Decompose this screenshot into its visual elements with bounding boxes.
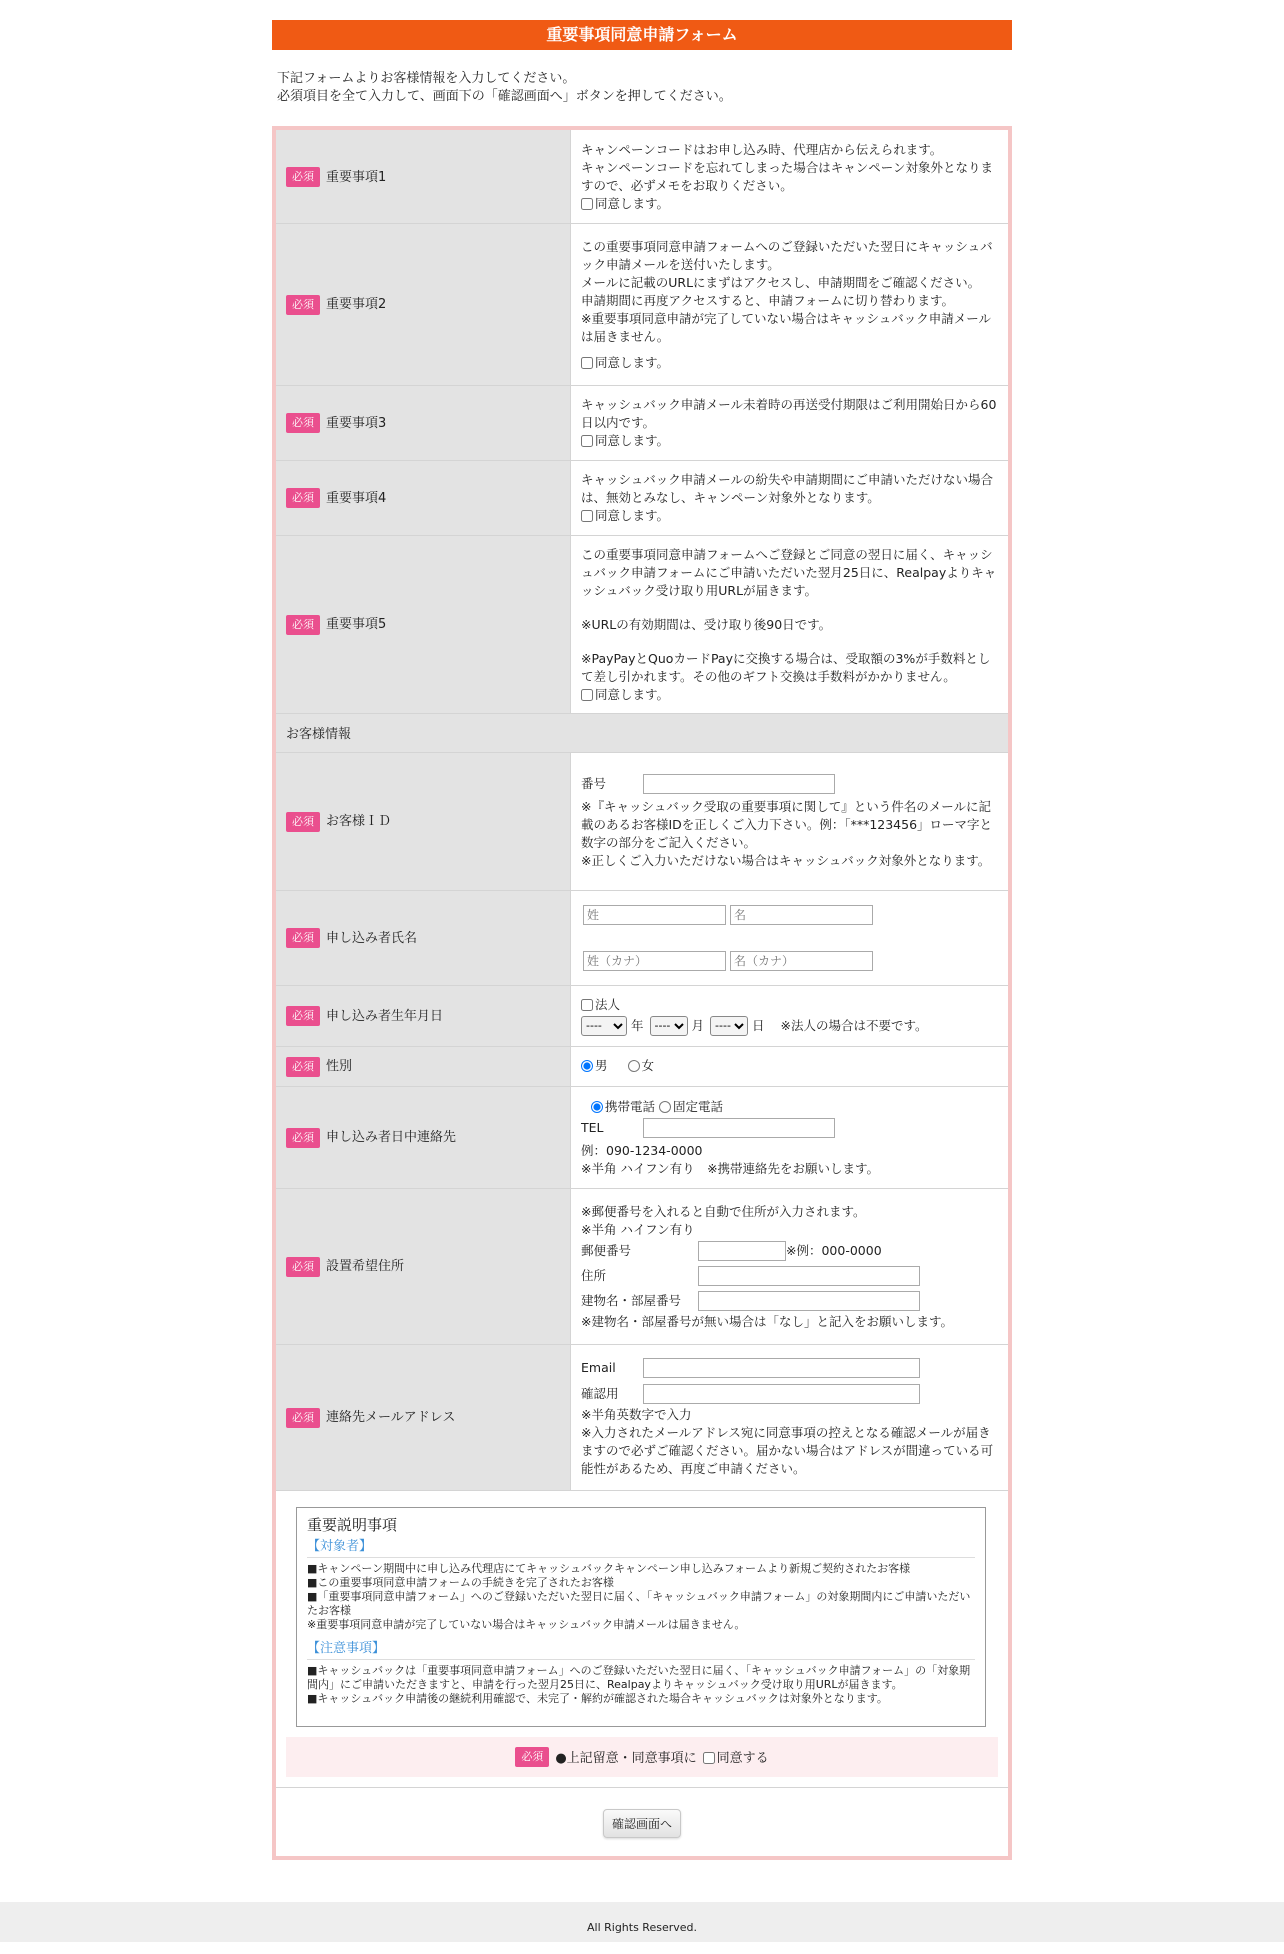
email-note1: ※半角英数字で入力 (581, 1406, 692, 1422)
phone-landline-radio[interactable] (659, 1101, 671, 1113)
target-heading: 【対象者】 (307, 1540, 975, 1558)
content-applicant-name (571, 890, 1009, 985)
item1-agree[interactable] (581, 196, 669, 211)
item5-agree[interactable] (581, 687, 669, 702)
row-item3 (276, 385, 1008, 460)
birth-year-select[interactable] (581, 1016, 627, 1036)
email-confirm-input[interactable] (643, 1384, 920, 1404)
corporate-label: 法人 (595, 996, 621, 1012)
item5-text2: ※URLの有効期間は、受け取り後90日です。 (581, 616, 832, 632)
item3-text1: キャッシュバック申請メール未着時の再送受付期限はご利用開始日から60日以内です。 (581, 397, 997, 430)
required-badge: 必須 (286, 928, 320, 948)
label-gender (276, 1046, 571, 1086)
gender-female-label: 女 (641, 1058, 655, 1073)
content-birthdate (571, 985, 1009, 1046)
building-input[interactable] (698, 1291, 920, 1311)
item2-agree[interactable] (581, 355, 669, 370)
required-badge: 必須 (286, 615, 320, 635)
customer-id-input[interactable] (643, 774, 835, 794)
address-field-label: 住所 (581, 1267, 607, 1283)
final-agree-checkbox[interactable] (703, 1752, 715, 1764)
address-input[interactable] (698, 1266, 920, 1286)
postal-label: 郵便番号 (581, 1242, 632, 1258)
agree-label: 同意します。 (595, 195, 670, 211)
row-phone (276, 1086, 1008, 1188)
address-note2: ※半角 ハイフン有り (581, 1221, 695, 1237)
label-text: 申し込み者氏名 (326, 930, 418, 946)
caution-line-2: ■キャッシュバック申請後の継続利用確認で、未完了・解約が確認された場合キャッシュバックは対象外となります。 (307, 1691, 888, 1705)
explanation-box[interactable] (296, 1507, 986, 1727)
agree-label: 同意します。 (595, 686, 670, 702)
day-label: 日 (752, 1017, 765, 1033)
item5-agree-checkbox[interactable] (581, 689, 593, 701)
phone-mobile-label: 携帯電話 (605, 1098, 656, 1114)
caution-heading: 【注意事項】 (307, 1642, 975, 1660)
birth-day-select[interactable] (710, 1016, 748, 1036)
label-text: 重要事項5 (326, 617, 387, 633)
row-item1 (276, 130, 1008, 223)
content-email (571, 1344, 1009, 1490)
tel-label: TEL (581, 1119, 604, 1135)
email-note2: ※入力されたメールアドレス宛に同意事項の控えとなる確認メールが届きますので必ずご確認ください。届かない場合はアドレスが間違っている可能性があるため、再度ご申請ください。 (581, 1424, 994, 1476)
form-wrapper (272, 20, 1012, 1831)
phone-mobile-radio[interactable] (591, 1101, 603, 1113)
phone-mobile-option[interactable] (591, 1099, 655, 1114)
corporate-checkbox[interactable] (581, 999, 593, 1011)
email-field-label: Email (581, 1359, 616, 1375)
month-label: 月 (691, 1017, 705, 1033)
label-email (276, 1344, 571, 1490)
phone-example: 例：090-1234-0000 (581, 1142, 703, 1158)
required-badge: 必須 (286, 1257, 320, 1277)
gender-male-option[interactable] (581, 1058, 608, 1073)
label-text: 重要事項1 (326, 169, 387, 185)
item1-text2: キャンペーンコードを忘れてしまった場合はキャンペーン対象外となりますので、必ずメモをお取りください。 (581, 159, 994, 193)
gender-female-option[interactable] (628, 1058, 655, 1073)
explanation-title: 重要説明事項 (307, 1515, 398, 1534)
first-name-kana-input[interactable] (730, 951, 873, 971)
caution-line-1: ■キャッシュバックは「重要事項同意申請フォーム」へのご登録いただいた翌日に届く、「キャッシュバック申請フォーム」の「対象期間内」にご申請いただきますと、申請を行った翌月25日に、Realpayよりキャッシュバック受け取り用URLが届きます。 (307, 1663, 971, 1691)
phone-landline-label: 固定電話 (673, 1098, 724, 1114)
agree-label: 同意します。 (595, 508, 670, 523)
final-agree-option[interactable] (703, 1747, 769, 1766)
label-birthdate (276, 985, 571, 1046)
required-badge: 必須 (286, 1006, 320, 1026)
first-name-input[interactable] (730, 905, 873, 925)
required-badge: 必須 (515, 1747, 549, 1767)
confirm-row (276, 1787, 1008, 1860)
content-phone (571, 1086, 1009, 1188)
row-address (276, 1188, 1008, 1344)
building-label: 建物名・部屋番号 (581, 1292, 682, 1308)
building-note: ※建物名・部屋番号が無い場合は「なし」と記入をお願いします。 (581, 1313, 953, 1329)
confirm-button[interactable]: 確認画面へ (603, 1809, 681, 1838)
agree-label: 同意します。 (595, 433, 670, 448)
required-badge: 必須 (286, 413, 320, 433)
item3-agree-checkbox[interactable] (581, 435, 593, 447)
final-agree-label: 同意する (716, 1751, 769, 1766)
birth-month-select[interactable] (650, 1016, 688, 1036)
content-customer-id (571, 752, 1009, 890)
row-item2 (276, 223, 1008, 385)
required-badge: 必須 (286, 488, 320, 508)
intro-line-1: 下記フォームよりお客様情報を入力してください。 (277, 71, 576, 86)
required-badge: 必須 (286, 167, 320, 187)
final-agree-row (286, 1737, 998, 1777)
content-item5 (571, 535, 1009, 713)
item2-text4: ※重要事項同意申請が完了していない場合はキャッシュバック申請メールは届きません。 (581, 310, 991, 344)
target-line-2: ■この重要事項同意申請フォームの手続きを完了されたお客様 (307, 1575, 614, 1589)
postal-code-input[interactable] (698, 1241, 786, 1261)
content-item4 (571, 460, 1009, 535)
item1-agree-checkbox[interactable] (581, 198, 593, 210)
label-text: 重要事項2 (326, 297, 387, 313)
content-address (571, 1188, 1009, 1344)
row-item5 (276, 535, 1008, 713)
label-applicant-name (276, 890, 571, 985)
intro-line-2: 必須項目を全て入力して、画面下の「確認画面へ」ボタンを押してください。 (277, 89, 732, 104)
content-gender (571, 1046, 1009, 1086)
footer: All Rights Reserved. (0, 1902, 1284, 1942)
target-line-3: ■「重要事項同意申請フォーム」へのご登録いただいた翌日に届く、「キャッシュバック申請フォーム」の対象期間内にご申請いただいたお客様 (307, 1589, 971, 1617)
item5-text1: この重要事項同意申請フォームへご登録とご同意の翌日に届く、キャッシュバック申請フォームにご申請いただいた翌月25日に、Realpayよりキャッシュバック受け取り用URLが届きます。 (581, 546, 997, 598)
label-customer-id (276, 752, 571, 890)
label-item5 (276, 535, 571, 713)
item4-agree-checkbox[interactable] (581, 510, 593, 522)
last-name-input[interactable] (583, 905, 726, 925)
item4-agree[interactable] (581, 508, 669, 523)
page-title: 重要事項同意申請フォーム (272, 20, 1012, 50)
address-note1: ※郵便番号を入れると自動で住所が入力されます。 (581, 1203, 866, 1219)
row-gender (276, 1046, 1008, 1086)
required-badge: 必須 (286, 1408, 320, 1428)
item5-text3: ※PayPayとQuoカードPayに交換する場合は、受取額の3%が手数料として差し引かれます。その他のギフト交換は手数料がかかりません。 (581, 650, 991, 684)
required-badge: 必須 (286, 1128, 320, 1148)
label-text: お客様ＩＤ (326, 814, 392, 830)
final-agree-text: ●上記留意・同意事項に (555, 1751, 697, 1766)
label-address (276, 1188, 571, 1344)
content-item3 (571, 385, 1009, 460)
label-item3 (276, 385, 571, 460)
required-badge: 必須 (286, 295, 320, 315)
customer-id-field-label: 番号 (581, 775, 607, 791)
customer-id-note2: ※正しくご入力いただけない場合はキャッシュバック対象外となります。 (581, 852, 991, 868)
label-text: 設置希望住所 (326, 1259, 405, 1275)
gender-male-radio[interactable] (581, 1060, 593, 1072)
target-line-1: ■キャンペーン期間中に申し込み代理店にてキャッシュバックキャンペーン申し込みフォームより新規ご契約されたお客様 (307, 1561, 911, 1575)
form-frame (272, 126, 1012, 1860)
tel-input[interactable] (643, 1118, 835, 1138)
customer-section-title: お客様情報 (276, 713, 1008, 752)
email-confirm-label: 確認用 (581, 1385, 619, 1401)
year-label: 年 (631, 1017, 644, 1033)
form-table (276, 130, 1008, 1491)
email-input[interactable] (643, 1358, 920, 1378)
label-item4 (276, 460, 571, 535)
agree-label: 同意します。 (595, 354, 670, 370)
item2-text3: 申請期間に再度アクセスすると、申請フォームに切り替わります。 (581, 292, 955, 308)
item3-agree[interactable] (581, 433, 669, 448)
label-text: 性別 (326, 1059, 353, 1075)
label-item1 (276, 130, 571, 223)
required-badge: 必須 (286, 1057, 320, 1077)
customer-id-note1: ※『キャッシュバック受取の重要事項に関して』という件名のメールに記載のあるお客様IDを正しくご入力下さい。例：「***123456」ローマ字と数字の部分をご記入ください。 (581, 798, 993, 850)
label-text: 重要事項3 (326, 415, 387, 431)
label-text: 申し込み者生年月日 (326, 1008, 444, 1024)
target-line-4: ※重要事項同意申請が完了していない場合はキャッシュバック申請メールは届きません。 (307, 1617, 746, 1631)
content-item2 (571, 223, 1009, 385)
phone-landline-option[interactable] (659, 1099, 723, 1114)
birthdate-note: ※法人の場合は不要です。 (780, 1017, 928, 1033)
row-customer-id (276, 752, 1008, 890)
row-birthdate (276, 985, 1008, 1046)
item2-text1: この重要事項同意申請フォームへのご登録いただいた翌日にキャッシュバック申請メールを送付いたします。 (581, 238, 993, 272)
last-name-kana-input[interactable] (583, 951, 726, 971)
row-applicant-name (276, 890, 1008, 985)
intro-text (277, 70, 1012, 106)
label-text: 連絡先メールアドレス (326, 1410, 456, 1426)
label-text: 申し込み者日中連絡先 (326, 1130, 457, 1146)
row-email (276, 1344, 1008, 1490)
item4-text1: キャッシュバック申請メールの紛失や申請期間にご申請いただけない場合は、無効とみなし、キャンペーン対象外となります。 (581, 472, 994, 505)
content-item1 (571, 130, 1009, 223)
required-badge: 必須 (286, 812, 320, 832)
gender-female-radio[interactable] (628, 1060, 640, 1072)
label-phone (276, 1086, 571, 1188)
row-item4 (276, 460, 1008, 535)
postal-example: ※例：000-0000 (786, 1242, 882, 1258)
label-text: 重要事項4 (326, 490, 387, 506)
row-customer-section (276, 713, 1008, 752)
corporate-option[interactable] (581, 997, 620, 1012)
item1-text1: キャンペーンコードはお申し込み時、代理店から伝えられます。 (581, 141, 943, 157)
item2-agree-checkbox[interactable] (581, 357, 593, 369)
phone-note: ※半角 ハイフン有り ※携帯連絡先をお願いします。 (581, 1160, 880, 1176)
label-item2 (276, 223, 571, 385)
gender-male-label: 男 (595, 1058, 608, 1073)
item2-text2: メールに記載のURLにまずはアクセスし、申請期間をご確認ください。 (581, 274, 981, 290)
